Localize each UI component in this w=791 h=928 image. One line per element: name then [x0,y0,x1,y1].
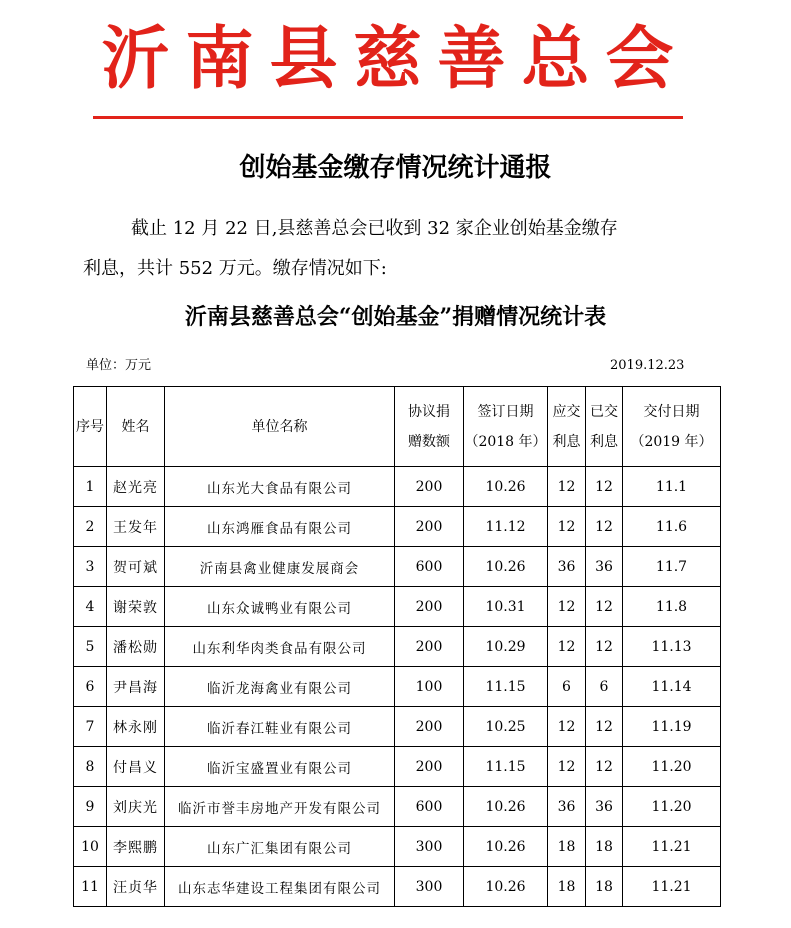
cell-signed: 11.15 [464,667,548,707]
cell-name: 赵光亮 [107,467,165,507]
cell-due: 12 [548,507,586,547]
header-signed-line-1: 签订日期 [477,403,534,420]
cell-name: 付昌义 [107,747,165,787]
cell-seq: 2 [74,507,107,547]
header-agreed-line-2: 赠数额 [408,433,450,450]
header-due-line-2: 利息 [552,433,581,450]
cell-company: 山东广汇集团有限公司 [165,827,395,867]
cell-agreed: 200 [395,707,464,747]
table-row [74,747,721,787]
document-title: 创始基金缴存情况统计通报 [239,153,552,183]
header-delivery-date [623,387,721,467]
cell-name: 谢荣敦 [107,587,165,627]
cell-company: 山东利华肉类食品有限公司 [165,627,395,667]
cell-name: 汪贞华 [107,867,165,907]
cell-due: 36 [548,547,586,587]
intro-paragraph-line-2: 利息，共计 552 万元。缴存情况如下: [83,258,387,279]
cell-seq: 10 [74,827,107,867]
cell-due: 12 [548,627,586,667]
cell-name: 贺可斌 [107,547,165,587]
organization-title: 沂南县慈善总会 [101,19,690,99]
cell-company: 临沂宝盛置业有限公司 [165,747,395,787]
table-header-row [74,387,721,467]
cell-due: 12 [548,707,586,747]
table-row [74,707,721,747]
cell-name: 刘庆光 [107,787,165,827]
cell-signed: 10.26 [464,547,548,587]
cell-signed: 11.12 [464,507,548,547]
cell-paid: 12 [586,707,623,747]
cell-seq: 8 [74,747,107,787]
header-name: 姓名 [107,387,165,467]
table-row [74,587,721,627]
header-seq: 序号 [74,387,107,467]
cell-name: 林永刚 [107,707,165,747]
table-row [74,787,721,827]
cell-due: 12 [548,587,586,627]
cell-delivery: 11.13 [623,627,721,667]
cell-paid: 6 [586,667,623,707]
cell-due: 12 [548,747,586,787]
cell-signed: 10.26 [464,787,548,827]
cell-paid: 36 [586,787,623,827]
table-row [74,667,721,707]
cell-delivery: 11.19 [623,707,721,747]
cell-delivery: 11.8 [623,587,721,627]
table-title: 沂南县慈善总会“创始基金”捐赠情况统计表 [184,304,607,330]
cell-delivery: 11.20 [623,747,721,787]
cell-delivery: 11.7 [623,547,721,587]
cell-paid: 12 [586,627,623,667]
cell-agreed: 600 [395,787,464,827]
cell-paid: 12 [586,467,623,507]
cell-seq: 7 [74,707,107,747]
cell-due: 12 [548,467,586,507]
cell-agreed: 200 [395,467,464,507]
cell-agreed: 200 [395,587,464,627]
cell-name: 李熙鹏 [107,827,165,867]
cell-name: 尹昌海 [107,667,165,707]
table-row [74,867,721,907]
header-paid-interest [586,387,623,467]
cell-seq: 4 [74,587,107,627]
cell-company: 山东志华建设工程集团有限公司 [165,867,395,907]
cell-delivery: 11.21 [623,867,721,907]
report-date: 2019.12.23 [610,358,685,373]
header-paid-line-2: 利息 [590,433,618,450]
cell-agreed: 600 [395,547,464,587]
cell-seq: 1 [74,467,107,507]
unit-label: 单位：万元 [86,358,152,373]
cell-agreed: 100 [395,667,464,707]
cell-name: 潘松勋 [107,627,165,667]
cell-paid: 12 [586,747,623,787]
cell-delivery: 11.6 [623,507,721,547]
header-due-line-1: 应交 [552,403,581,420]
cell-seq: 3 [74,547,107,587]
header-due-interest [548,387,586,467]
cell-signed: 10.26 [464,867,548,907]
header-delivery-line-2: （2019 年） [630,433,713,450]
cell-paid: 36 [586,547,623,587]
cell-company: 沂南县禽业健康发展商会 [165,547,395,587]
cell-company: 山东光大食品有限公司 [165,467,395,507]
table-row [74,547,721,587]
cell-agreed: 200 [395,627,464,667]
header-delivery-line-1: 交付日期 [643,403,700,420]
header-signed-date [464,387,548,467]
cell-signed: 10.31 [464,587,548,627]
cell-signed: 11.15 [464,747,548,787]
cell-company: 临沂市誉丰房地产开发有限公司 [165,787,395,827]
cell-seq: 6 [74,667,107,707]
cell-delivery: 11.1 [623,467,721,507]
cell-signed: 10.25 [464,707,548,747]
cell-signed: 10.29 [464,627,548,667]
cell-seq: 11 [74,867,107,907]
header-divider [93,116,683,119]
cell-company: 临沂春江鞋业有限公司 [165,707,395,747]
cell-seq: 5 [74,627,107,667]
cell-agreed: 300 [395,827,464,867]
cell-due: 36 [548,787,586,827]
table-row [74,827,721,867]
cell-seq: 9 [74,787,107,827]
donation-table [73,386,721,907]
cell-name: 王发年 [107,507,165,547]
cell-due: 6 [548,667,586,707]
cell-paid: 18 [586,827,623,867]
cell-due: 18 [548,867,586,907]
table-row [74,507,721,547]
cell-agreed: 300 [395,867,464,907]
header-paid-line-1: 已交 [590,403,618,420]
cell-company: 山东鸿雁食品有限公司 [165,507,395,547]
cell-paid: 12 [586,587,623,627]
intro-paragraph-line-1: 截止 12 月 22 日,县慈善总会已收到 32 家企业创始基金缴存 [131,218,618,239]
header-agreed-line-1: 协议捐 [408,403,450,420]
header-company: 单位名称 [165,387,395,467]
cell-delivery: 11.21 [623,827,721,867]
table-row [74,627,721,667]
table-row [74,467,721,507]
header-signed-line-2: （2018 年） [464,433,547,450]
cell-paid: 18 [586,867,623,907]
cell-delivery: 11.20 [623,787,721,827]
cell-company: 临沂龙海禽业有限公司 [165,667,395,707]
cell-signed: 10.26 [464,827,548,867]
cell-paid: 12 [586,507,623,547]
cell-agreed: 200 [395,507,464,547]
cell-company: 山东众诚鸭业有限公司 [165,587,395,627]
cell-agreed: 200 [395,747,464,787]
cell-delivery: 11.14 [623,667,721,707]
cell-due: 18 [548,827,586,867]
cell-signed: 10.26 [464,467,548,507]
header-agreed-amount [395,387,464,467]
